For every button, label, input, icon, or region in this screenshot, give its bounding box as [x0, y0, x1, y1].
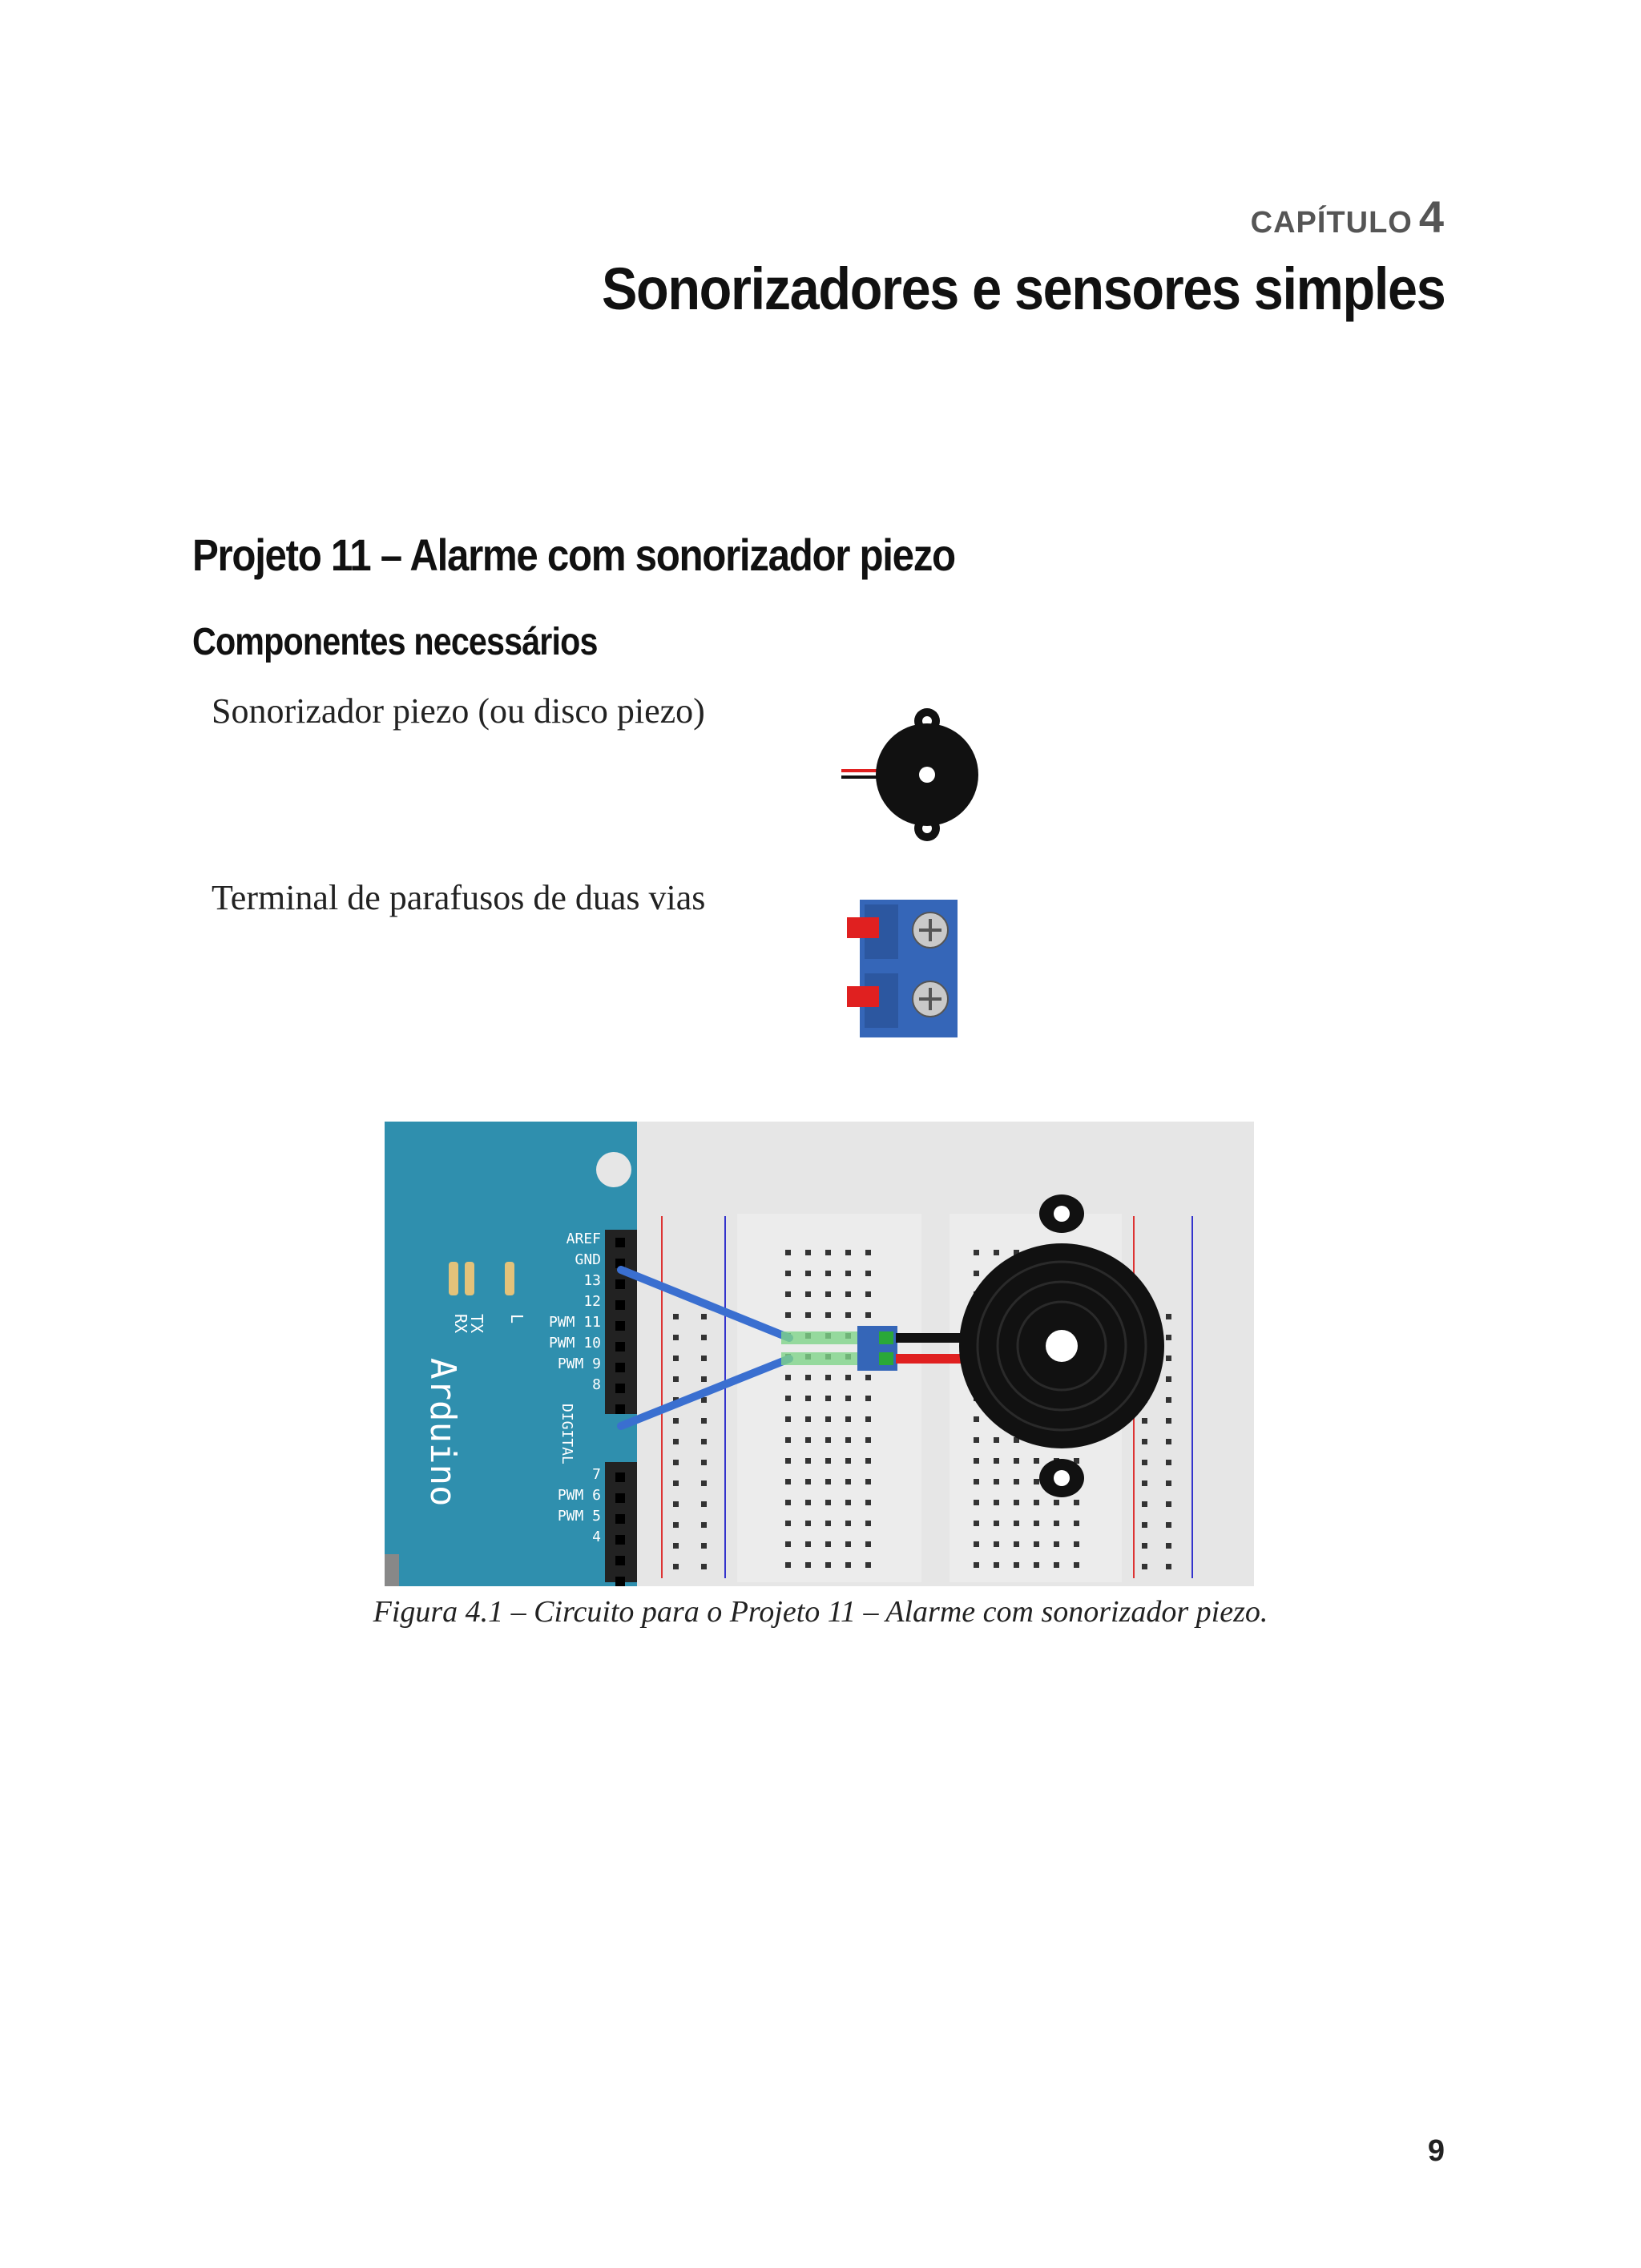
figure-caption: Figura 4.1 – Circuito para o Projeto 11 – Alarme com sonorizador piezo. — [373, 1595, 1268, 1629]
screw-terminal-icon — [845, 893, 974, 1045]
pin-label-12: 12 — [583, 1293, 601, 1310]
led-label-rx: RX — [451, 1314, 470, 1334]
component-piezo-label: Sonorizador piezo (ou disco piezo) — [212, 691, 705, 731]
project-title: Projeto 11 – Alarme com sonorizador piezo — [192, 530, 955, 580]
pin-label-6: PWM 6 — [557, 1487, 601, 1504]
chapter-label — [1251, 191, 1445, 243]
components-heading: Componentes necessários — [192, 621, 598, 663]
pin-label-10: PWM 10 — [548, 1335, 601, 1352]
chapter-title: Sonorizadores e sensores simples — [601, 256, 1445, 322]
chapter-number: 4 — [1418, 191, 1445, 242]
pin-label-4: 4 — [592, 1529, 601, 1545]
pin-label-13: 13 — [583, 1272, 601, 1289]
circuit-figure — [385, 1122, 1254, 1586]
pin-label-9: PWM 9 — [557, 1356, 601, 1372]
pin-label-gnd: GND — [575, 1251, 601, 1268]
pin-label-aref: AREF — [566, 1231, 601, 1247]
arduino-label: Arduino — [422, 1358, 463, 1507]
digital-label: DIGITAL — [558, 1404, 575, 1464]
pin-label-7: 7 — [592, 1466, 601, 1483]
piezo-buzzer-icon — [833, 697, 994, 849]
pin-label-8: 8 — [592, 1376, 601, 1393]
pin-label-5: PWM 5 — [557, 1508, 601, 1525]
page-number: 9 — [1427, 2134, 1445, 2168]
led-label-tx: TX — [467, 1314, 486, 1334]
chapter-word: CAPÍTULO — [1250, 206, 1413, 240]
pin-label-11: PWM 11 — [548, 1314, 601, 1331]
led-label-l: L — [507, 1314, 526, 1324]
component-terminal-label: Terminal de parafusos de duas vias — [212, 878, 706, 917]
